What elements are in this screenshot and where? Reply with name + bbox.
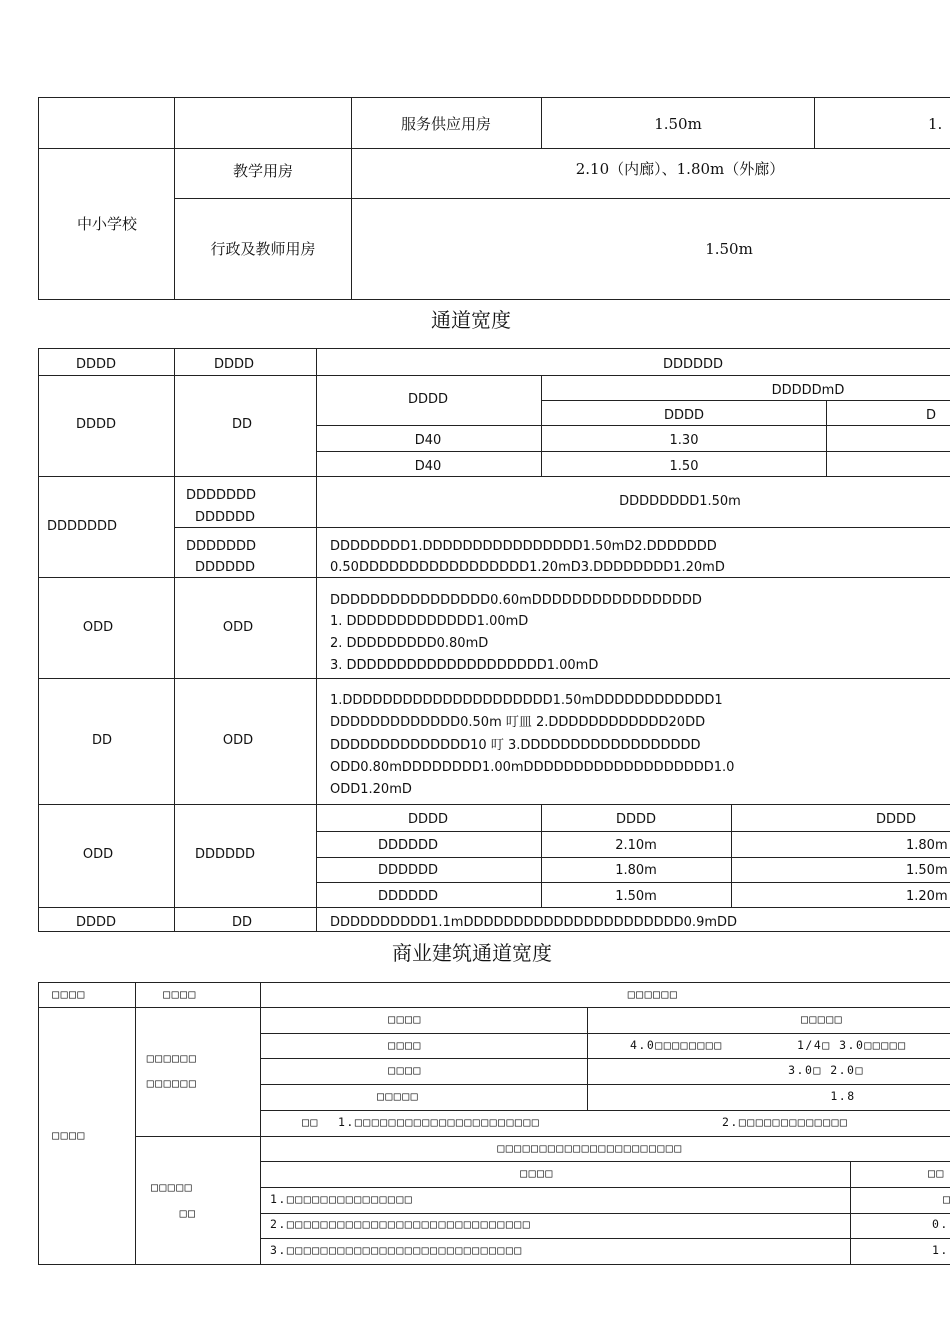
- r6-col-1: DDDD: [75, 915, 117, 930]
- r2-b-label-2: DDDDDD: [194, 560, 256, 575]
- r2-a-label-1: DDDDDDD: [185, 488, 257, 503]
- r2-a-label-2: DDDDDD: [194, 510, 256, 525]
- r5-row-3-b: 1.50m: [615, 889, 657, 904]
- r1-row-2-b: 1.50: [669, 459, 699, 474]
- r4-col-1: DD: [91, 733, 113, 748]
- r2-b-value-2: 0.50DDDDDDDDDDDDDDDDD1.20mD3.DDDDDDDD1.20mD: [330, 560, 725, 575]
- r3-line-4: 3. DDDDDDDDDDDDDDDDDDDD1.00mD: [330, 658, 599, 673]
- r2-b-label-1: DDDDDDD: [185, 539, 257, 554]
- r4-line-3: DDDDDDDDDDDDDD10 叮 3.DDDDDDDDDDDDDDDDDD: [330, 738, 701, 753]
- t3-sub1-r1-b: 4.0□□□□□□□□: [630, 1038, 723, 1052]
- r6-value: DDDDDDDDDD1.1mDDDDDDDDDDDDDDDDDDDDDD0.9mDD: [330, 915, 738, 930]
- r5-row-2-a: DDDDDD: [377, 863, 439, 878]
- r5-row-1-b: 2.10m: [615, 838, 657, 853]
- t3-sub1-note-1: 1.□□□□□□□□□□□□□□□□□□□□□□: [338, 1115, 541, 1129]
- r6-col-2: DD: [231, 915, 253, 930]
- t3-sub2-header: □□□□□□□□□□□□□□□□□□□□□□: [497, 1141, 683, 1155]
- t3-sub1-r1-c: 1/4□ 3.0□□□□□: [797, 1038, 907, 1052]
- t3-sub2-head-2: □□: [928, 1166, 945, 1180]
- t3-sub2-r3-a: 3.□□□□□□□□□□□□□□□□□□□□□□□□□□□□: [270, 1243, 523, 1257]
- r5-row-2-c: 1.50m: [906, 863, 948, 878]
- r2-col-1: DDDDDDD: [46, 519, 118, 534]
- t3-sub2-r1-b: □: [943, 1192, 951, 1206]
- t3-sub1-label-2: □□□□□□: [146, 1076, 198, 1090]
- r1-sub-group: DDDDDmD: [771, 383, 845, 398]
- head-col-3: DDDDDD: [662, 357, 724, 372]
- r1-col-1: DDDD: [75, 417, 117, 432]
- r4-line-4: ODD0.80mDDDDDDDD1.00mDDDDDDDDDDDDDDDDDDD1.0: [330, 760, 735, 775]
- head-col-1: DDDD: [75, 357, 117, 372]
- r2-a-value: DDDDDDDD1.50m: [619, 494, 741, 509]
- t3-group: □□□□: [52, 1128, 86, 1142]
- t3-head-3: □□□□□□: [627, 987, 679, 1001]
- r5-col-1: ODD: [82, 847, 114, 862]
- teaching-room-value: 2.10（内廊）、1.80m（外廊）: [575, 160, 785, 178]
- r1-row-1-b: 1.30: [669, 433, 699, 448]
- section-title-passage-width: 通道宽度: [431, 308, 511, 332]
- service-room-label: 服务供应用房: [400, 115, 492, 133]
- service-room-value: 1.50m: [654, 115, 702, 133]
- t3-sub1-note-prefix: □□: [302, 1115, 319, 1129]
- t3-sub2-r2-a: 2.□□□□□□□□□□□□□□□□□□□□□□□□□□□□□: [270, 1217, 532, 1231]
- r1-sub-head: DDDD: [407, 392, 449, 407]
- t3-sub1-r3-b: 1.8: [830, 1089, 856, 1103]
- t3-sub1-r2-b: 3.0□ 2.0□: [788, 1063, 864, 1077]
- school-label: 中小学校: [76, 215, 138, 233]
- r5-row-1-a: DDDDDD: [377, 838, 439, 853]
- r4-line-5: ODD1.20mD: [330, 782, 412, 797]
- r5-head-2: DDDD: [615, 812, 657, 827]
- r1-col-2: DD: [231, 417, 253, 432]
- r3-col-1: ODD: [82, 620, 114, 635]
- r4-col-2: ODD: [222, 733, 254, 748]
- r5-row-2-b: 1.80m: [615, 863, 657, 878]
- r5-row-3-a: DDDDDD: [377, 889, 439, 904]
- r5-head-1: DDDD: [407, 812, 449, 827]
- r4-line-2: DDDDDDDDDDDDD0.50m 叮皿 2.DDDDDDDDDDDD20DD: [330, 715, 706, 730]
- r1-row-1-a: D40: [414, 433, 442, 448]
- r3-line-2: 1. DDDDDDDDDDDDD1.00mD: [330, 614, 529, 629]
- r5-row-1-c: 1.80m: [906, 838, 948, 853]
- t3-sub2-r1-a: 1.□□□□□□□□□□□□□□□: [270, 1192, 414, 1206]
- r5-row-3-c: 1.20m: [906, 889, 948, 904]
- r1-sub-col-2: D: [926, 408, 937, 423]
- r5-head-3: DDDD: [875, 812, 917, 827]
- r3-line-3: 2. DDDDDDDDD0.80mD: [330, 636, 489, 651]
- admin-room-label: 行政及教师用房: [210, 240, 316, 258]
- t3-sub2-r3-b: 1.: [932, 1243, 949, 1257]
- section-title-commercial-passage-width: 商业建筑通道宽度: [392, 941, 552, 965]
- t3-sub2-r2-b: 0.: [932, 1217, 949, 1231]
- r1-sub-col-1: DDDD: [663, 408, 705, 423]
- r1-row-2-a: D40: [414, 459, 442, 474]
- t3-sub1-head-1: □□□□: [388, 1012, 422, 1026]
- teaching-room-label: 教学用房: [232, 162, 294, 180]
- t3-sub1-r2-a: □□□□: [388, 1063, 422, 1077]
- t3-sub2-head-1: □□□□: [520, 1166, 554, 1180]
- r5-col-2: DDDDDD: [194, 847, 256, 862]
- t3-sub1-r3-a: □□□□□: [376, 1089, 420, 1103]
- t3-sub2-label-1: □□□□□: [150, 1180, 194, 1194]
- head-col-2: DDDD: [213, 357, 255, 372]
- r3-line-1: DDDDDDDDDDDDDDDD0.60mDDDDDDDDDDDDDDDDD: [330, 593, 702, 608]
- t3-sub1-r1-a: □□□□: [388, 1038, 422, 1052]
- service-room-value-cut: 1.: [928, 115, 943, 133]
- t3-sub2-label-2: □□: [179, 1206, 197, 1220]
- r2-b-value-1: DDDDDDDD1.DDDDDDDDDDDDDDDD1.50mD2.DDDDDDD: [330, 539, 717, 554]
- t3-sub1-note-2: 2.□□□□□□□□□□□□□: [722, 1115, 849, 1129]
- t3-head-1: □□□□: [52, 987, 86, 1001]
- t3-head-2: □□□□: [163, 987, 197, 1001]
- t3-sub1-label-1: □□□□□□: [146, 1051, 198, 1065]
- r4-line-1: 1.DDDDDDDDDDDDDDDDDDDDD1.50mDDDDDDDDDDDD1: [330, 693, 723, 708]
- t3-sub1-head-2: □□□□□: [800, 1012, 844, 1026]
- r3-col-2: ODD: [222, 620, 254, 635]
- admin-room-value: 1.50m: [705, 240, 753, 258]
